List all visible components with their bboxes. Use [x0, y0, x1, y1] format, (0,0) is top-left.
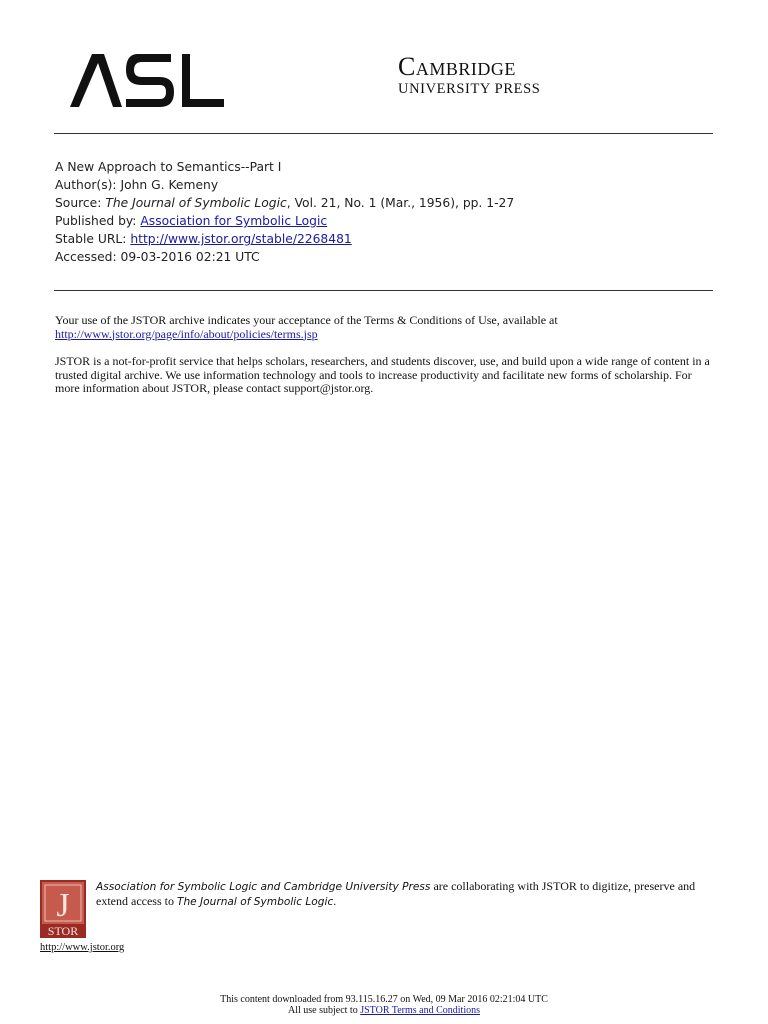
cambridge-university-press-logo	[398, 54, 578, 97]
collab-organizations: Association for Symbolic Logic and Cambridge University Press	[96, 881, 431, 893]
jstor-home-link[interactable]: http://www.jstor.org	[40, 942, 125, 953]
jstor-logo-letter: J	[56, 887, 70, 924]
author-label: Author(s):	[55, 178, 117, 192]
source-details: , Vol. 21, No. 1 (Mar., 1956), pp. 1-27	[286, 196, 515, 210]
subject-prefix: All use subject to	[288, 1005, 361, 1016]
publisher-row	[55, 212, 715, 230]
asl-logo	[68, 50, 226, 110]
accessed-label: Accessed:	[55, 250, 117, 264]
collab-journal: The Journal of Symbolic Logic	[176, 895, 334, 908]
citation-block	[55, 158, 715, 266]
journal-title: The Journal of Symbolic Logic	[105, 196, 287, 210]
collaboration-notice	[96, 880, 716, 909]
publisher-link[interactable]: Association for Symbolic Logic	[140, 214, 328, 228]
jstor-logo-word: STOR	[47, 924, 79, 938]
source-row	[55, 194, 715, 212]
terms-conditions-link[interactable]: JSTOR Terms and Conditions	[360, 1005, 480, 1016]
download-line: This content downloaded from 93.115.16.27 on Wed, 09 Mar 2016 02:21:04 UTC	[220, 994, 548, 1005]
top-divider	[54, 133, 713, 134]
cambridge-wordmark: Cambridge	[398, 52, 516, 81]
jstor-logo	[40, 880, 86, 938]
jstor-about: JSTOR is a not-for-profit service that helps scholars, researchers, and students discover, use, and build upon a wide range of content in a trusted digital archive. We use information technology and tools to increase productivity and facilitate new forms of scholarship. For more information about JSTOR, please contact support@jstor.org.	[55, 354, 710, 395]
accessed-date: 09-03-2016 02:21 UTC	[120, 250, 260, 264]
published-label: Published by:	[55, 214, 137, 228]
source-label: Source:	[55, 196, 102, 210]
stable-url-link[interactable]: http://www.jstor.org/stable/2268481	[130, 232, 352, 246]
terms-link[interactable]: http://www.jstor.org/page/info/about/policies/terms.jsp	[55, 326, 318, 341]
collab-end: .	[333, 893, 337, 908]
subject-line	[0, 1005, 768, 1016]
collab-text: are collaborating with JSTOR to digitize, preserve and extend access to	[96, 879, 696, 908]
stable-url-row	[55, 230, 715, 248]
terms-text: Your use of the JSTOR archive indicates your acceptance of the Terms & Conditions of Use, available at	[55, 313, 558, 327]
download-note	[0, 994, 768, 1016]
stable-url-label: Stable URL:	[55, 232, 127, 246]
university-press-wordmark: UNIVERSITY PRESS	[398, 81, 541, 97]
article-title: A New Approach to Semantics--Part I	[55, 160, 282, 174]
author-name: John G. Kemeny	[120, 178, 219, 192]
terms-notice	[55, 314, 715, 341]
author-row	[55, 176, 715, 194]
accessed-row	[55, 248, 715, 266]
middle-divider	[54, 290, 713, 291]
